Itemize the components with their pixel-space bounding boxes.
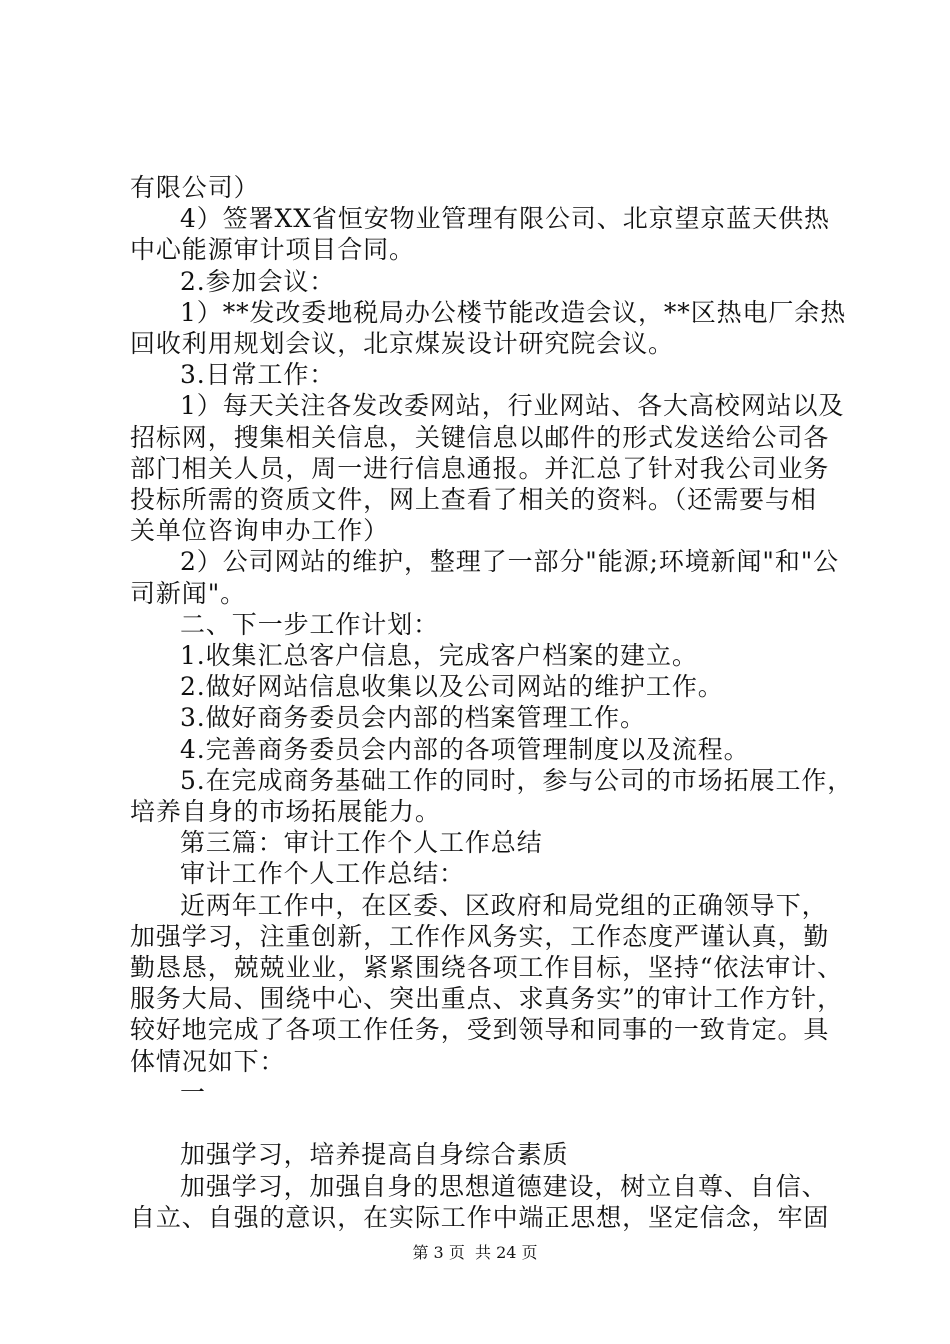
text-line: 中心能源审计项目合同。 [130, 235, 415, 265]
text-line: 2.参加会议： [180, 266, 336, 296]
text-line: 3.日常工作： [180, 360, 336, 390]
text-line: 加强学习，培养提高自身综合素质 [180, 1140, 569, 1170]
text-line: 加强学习，注重创新，工作作风务实，工作态度严谨认真，勤 [130, 921, 830, 951]
document-body [130, 172, 854, 1233]
text-line: 加强学习，加强自身的思想道德建设，树立自尊、自信、 [180, 1171, 828, 1201]
text-line: 二、下一步工作计划： [180, 609, 440, 639]
text-line: 5.在完成商务基础工作的同时，参与公司的市场拓展工作， [180, 765, 854, 795]
page-footer: 第 3 页 共 24 页 [412, 1243, 538, 1262]
text-line: 司新闻"。 [130, 578, 246, 608]
text-line: 4）签署XX省恒安物业管理有限公司、北京望京蓝天供热 [180, 204, 830, 234]
text-line: 有限公司） [130, 173, 260, 202]
text-line: 审计工作个人工作总结： [180, 859, 465, 889]
text-line: 回收利用规划会议，北京煤炭设计研究院会议。 [130, 329, 674, 359]
text-line: 2.做好网站信息收集以及公司网站的维护工作。 [180, 672, 724, 702]
text-line: 第三篇：审计工作个人工作总结 [180, 828, 543, 858]
text-line: 自立、自强的意识，在实际工作中端正思想，坚定信念，牢固 [130, 1202, 830, 1232]
text-line: 培养自身的市场拓展能力。 [130, 797, 441, 827]
text-line [130, 1108, 830, 1139]
text-line: 服务大局、围绕中心、突出重点、求真务实”的审计工作方针， [130, 984, 843, 1014]
text-line: 1.收集汇总客户信息，完成客户档案的建立。 [180, 641, 698, 671]
text-line: 2）公司网站的维护，整理了一部分"能源;环境新闻"和"公 [180, 547, 840, 577]
text-line: 部门相关人员，周一进行信息通报。并汇总了针对我公司业务 [130, 453, 830, 483]
text-line: 体情况如下： [130, 1046, 286, 1076]
text-line: 4.完善商务委员会内部的各项管理制度以及流程。 [180, 734, 750, 764]
text-line: 招标网，搜集相关信息，关键信息以邮件的形式发送给公司各 [130, 422, 830, 452]
text-line: 勤恳恳，兢兢业业，紧紧围绕各项工作目标，坚持“依法审计、 [130, 953, 843, 983]
text-line: 一 [180, 1077, 206, 1107]
text-line: 关单位咨询申办工作） [130, 516, 390, 546]
text-line: 1）**发改委地税局办公楼节能改造会议，**区热电厂余热 [180, 297, 847, 327]
text-line: 近两年工作中，在区委、区政府和局党组的正确领导下， [180, 890, 828, 920]
text-line: 3.做好商务委员会内部的档案管理工作。 [180, 703, 646, 733]
text-line: 1）每天关注各发改委网站，行业网站、各大高校网站以及 [180, 391, 845, 421]
text-line: 较好地完成了各项工作任务，受到领导和同事的一致肯定。具 [130, 1015, 830, 1045]
text-line: 投标所需的资质文件，网上查看了相关的资料。（还需要与相 [130, 485, 817, 515]
